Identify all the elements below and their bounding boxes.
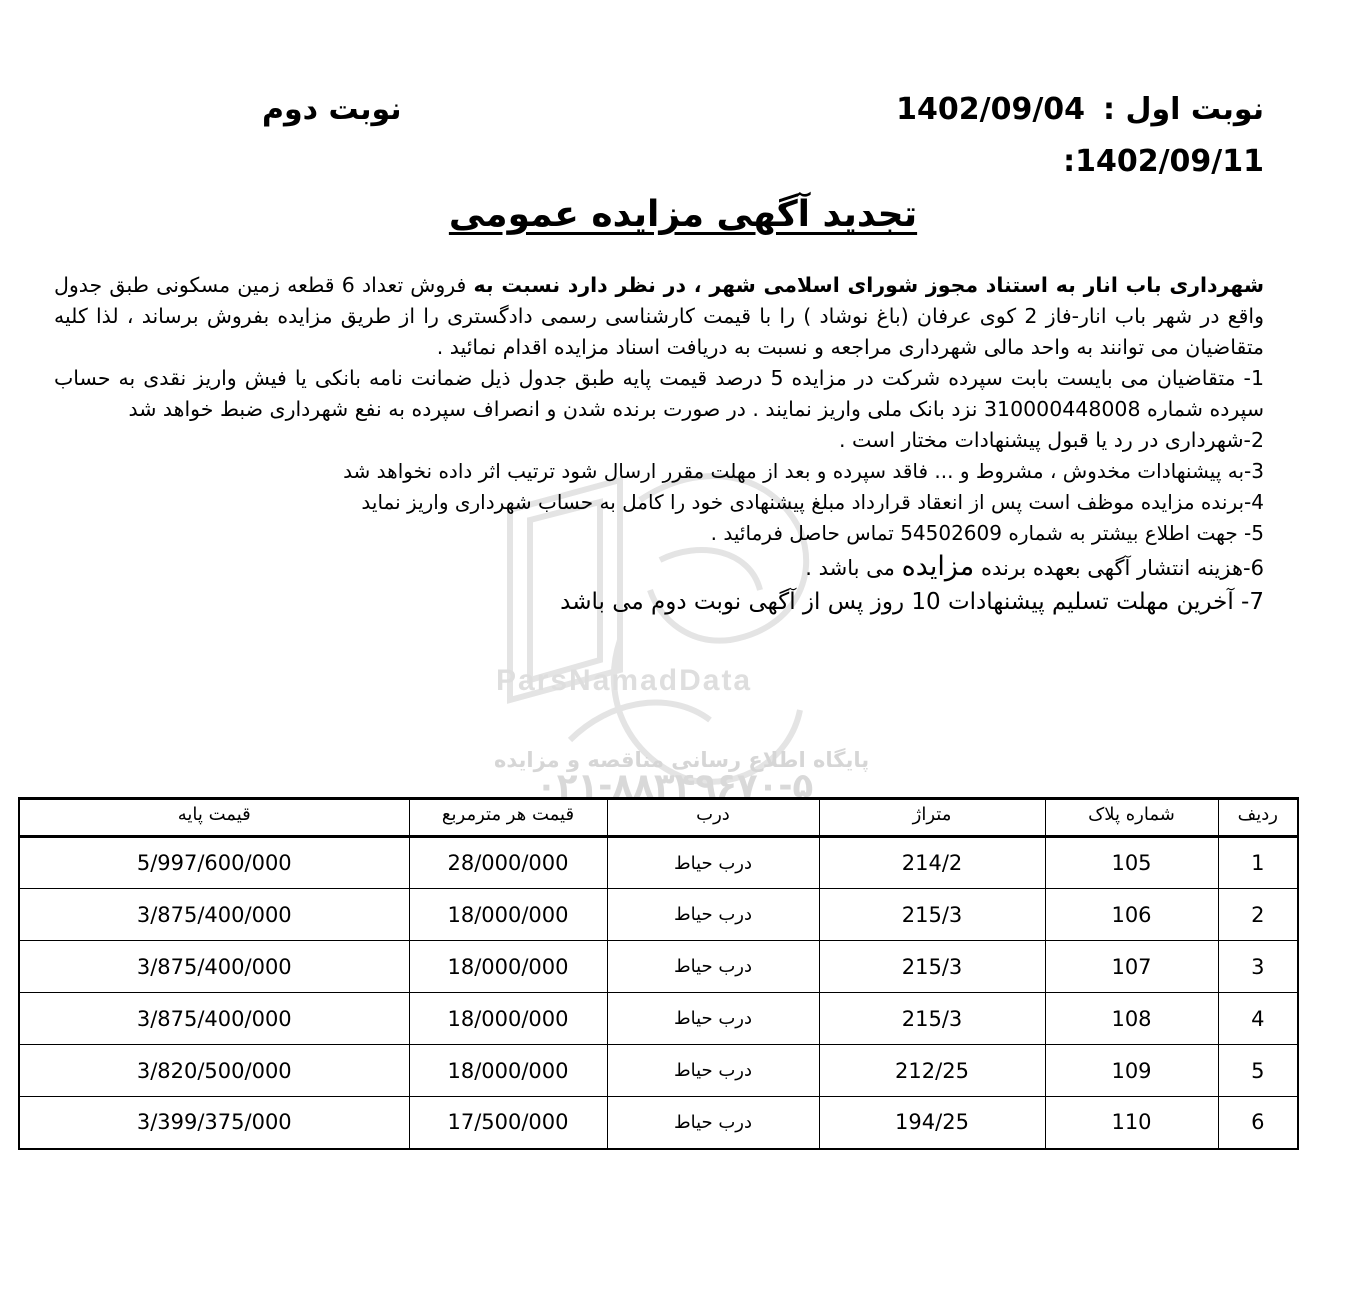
- cell-door: درب حیاط: [607, 837, 819, 889]
- cell-plaque: 110: [1045, 1097, 1218, 1149]
- first-round-label: نوبت اول :: [1103, 92, 1264, 127]
- table-header-row: [19, 799, 1298, 837]
- cell-price-per-meter: 28/000/000: [409, 837, 607, 889]
- clause-3: 3-به پیشنهادات مخدوش ، مشروط و ... فاقد سپرده و بعد از مهلت مقرر ارسال شود ترتیب اثر داده نخواهد شد: [343, 459, 1264, 483]
- cell-row-number: 1: [1218, 837, 1298, 889]
- watermark-phone: ۰۲۱-۸۸۳۴۹۶۷۰-۵: [536, 766, 814, 806]
- cell-area: 215/3: [819, 993, 1045, 1045]
- table-row: [19, 837, 1298, 889]
- cell-area: 214/2: [819, 837, 1045, 889]
- clause-6-start: 6-هزینه انتشار آگهی بعهده برنده: [974, 556, 1264, 580]
- clause-4: 4-برنده مزایده موظف است پس از انعقاد قرارداد مبلغ پیشنهادی خود را کامل به حساب شهرداری واریز نماید: [361, 490, 1264, 514]
- intro-bold-part: شهرداری باب انار به استناد مجوز شورای اسلامی شهر ، در نظر دارد نسبت به: [473, 273, 1264, 297]
- first-round-date: 1402/09/04: [896, 92, 1086, 127]
- header-plaque: شماره پلاک: [1045, 799, 1218, 837]
- watermark-tagline: پایگاه اطلاع رسانی مناقصه و مزایده: [494, 748, 870, 772]
- cell-door: درب حیاط: [607, 993, 819, 1045]
- cell-area: 215/3: [819, 889, 1045, 941]
- cell-row-number: 3: [1218, 941, 1298, 993]
- cell-price-per-meter: 18/000/000: [409, 1045, 607, 1097]
- watermark-brand: ParsNamadData: [496, 664, 753, 697]
- second-round-date: 1402/09/11:: [1063, 144, 1264, 179]
- table-row: [19, 1045, 1298, 1097]
- cell-door: درب حیاط: [607, 889, 819, 941]
- clause-6-emphasis: مزایده: [901, 551, 975, 582]
- intro-paragraph: [54, 270, 1264, 363]
- cell-base-price: 3/875/400/000: [19, 889, 409, 941]
- cell-door: درب حیاط: [607, 941, 819, 993]
- cell-price-per-meter: 18/000/000: [409, 889, 607, 941]
- cell-row-number: 5: [1218, 1045, 1298, 1097]
- header-price-per-meter: قیمت هر مترمربع: [409, 799, 607, 837]
- cell-plaque: 105: [1045, 837, 1218, 889]
- cell-base-price: 3/875/400/000: [19, 993, 409, 1045]
- cell-base-price: 3/820/500/000: [19, 1045, 409, 1097]
- cell-area: 215/3: [819, 941, 1045, 993]
- cell-base-price: 3/399/375/000: [19, 1097, 409, 1149]
- cell-plaque: 106: [1045, 889, 1218, 941]
- header-row-number: ردیف: [1218, 799, 1298, 837]
- cell-row-number: 4: [1218, 993, 1298, 1045]
- cell-price-per-meter: 17/500/000: [409, 1097, 607, 1149]
- clause-1: 1- متقاضیان می بایست بابت سپرده شرکت در مزایده 5 درصد قیمت پایه طبق جدول ذیل ضمانت نامه بانکی یا فیش واریز نقدی به حساب سپرده شماره 310000448008 نزد بانک ملی واریز نمایند . در صورت برنده شدن و انصراف سپرده به نفع شهرداری ضبط خواهد شد: [54, 366, 1264, 421]
- cell-plaque: 108: [1045, 993, 1218, 1045]
- cell-price-per-meter: 18/000/000: [409, 993, 607, 1045]
- clause-5: 5- جهت اطلاع بیشتر به شماره 54502609 تماس حاصل فرمائید .: [710, 521, 1264, 545]
- header-door: درب: [607, 799, 819, 837]
- cell-door: درب حیاط: [607, 1045, 819, 1097]
- cell-area: 194/25: [819, 1097, 1045, 1149]
- auction-lots-table: [18, 797, 1299, 1150]
- second-round-label: نوبت دوم: [262, 92, 402, 127]
- cell-row-number: 6: [1218, 1097, 1298, 1149]
- header-area: متراژ: [819, 799, 1045, 837]
- clause-2: 2-شهرداری در رد یا قبول پیشنهادات مختار است .: [838, 428, 1264, 452]
- notice-body: [54, 270, 1264, 618]
- cell-row-number: 2: [1218, 889, 1298, 941]
- cell-base-price: 5/997/600/000: [19, 837, 409, 889]
- header-base-price: قیمت پایه: [19, 799, 409, 837]
- cell-area: 212/25: [819, 1045, 1045, 1097]
- cell-base-price: 3/875/400/000: [19, 941, 409, 993]
- first-round-line: [896, 92, 1264, 127]
- cell-door: درب حیاط: [607, 1097, 819, 1149]
- cell-price-per-meter: 18/000/000: [409, 941, 607, 993]
- table-row: [19, 941, 1298, 993]
- clause-6: [54, 549, 1264, 586]
- table-row: [19, 1097, 1298, 1149]
- clause-6-end: می باشد .: [805, 556, 902, 580]
- notice-title: تجدید آگهی مزایده عمومی: [448, 194, 918, 235]
- clause-7: 7- آخرین مهلت تسلیم پیشنهادات 10 روز پس از آگهی نوبت دوم می باشد: [560, 589, 1264, 615]
- cell-plaque: 107: [1045, 941, 1218, 993]
- table-row: [19, 889, 1298, 941]
- cell-plaque: 109: [1045, 1045, 1218, 1097]
- table-row: [19, 993, 1298, 1045]
- intro-rest: فروش تعداد 6 قطعه زمین مسکونی طبق جدول واقع در شهر باب انار-فاز 2 کوی عرفان (باغ نوشاد ) را با قیمت کارشناسی رسمی دادگستری را از طریق مزایده بفروش برساند ، لذا کلیه متقاضیان می توانند به واحد مالی شهرداری مراجعه و نسبت به دریافت اسناد مزایده اقدام نمائید .: [54, 273, 1264, 359]
